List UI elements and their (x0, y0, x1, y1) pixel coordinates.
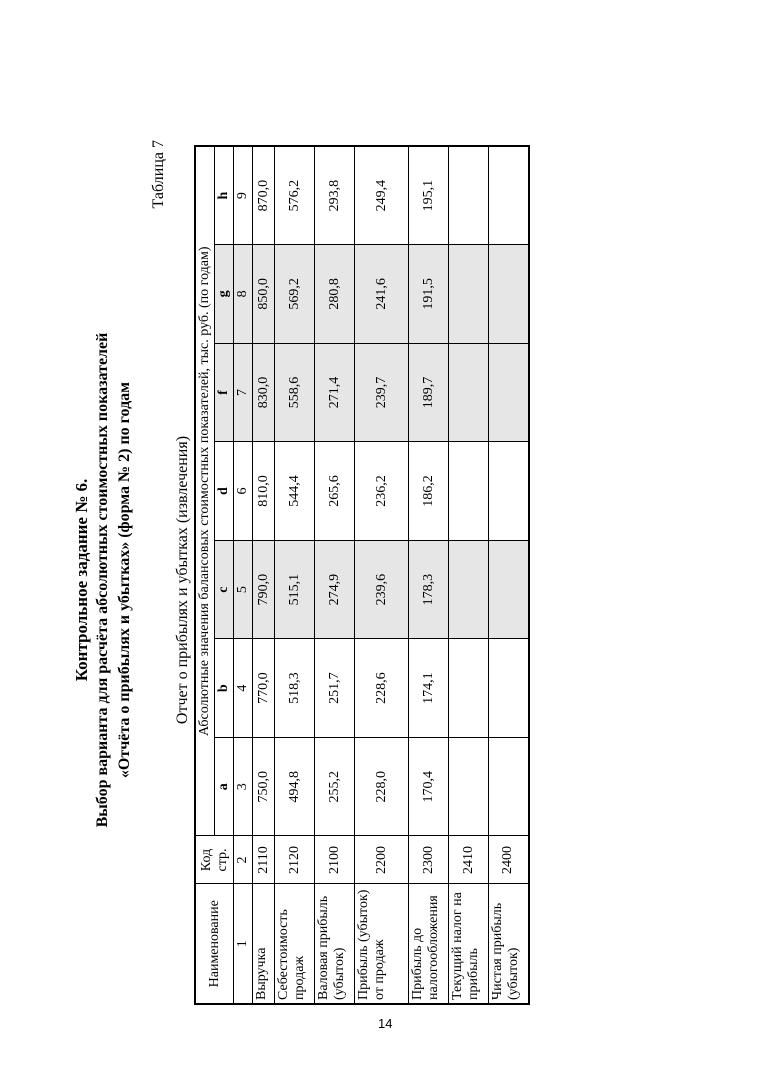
row-value: 830,0 (253, 343, 275, 442)
rotated-page-content (70, 130, 520, 1030)
row-value (449, 442, 489, 541)
row-value: 265,6 (315, 442, 355, 541)
row-value: 870,0 (253, 146, 275, 245)
row-value: 293,8 (315, 146, 355, 245)
row-code: 2400 (489, 836, 529, 884)
row-value: 494,8 (275, 737, 315, 836)
row-name: Прибыль до налогообложения (409, 884, 449, 1004)
row-value (449, 737, 489, 836)
row-value: 790,0 (253, 540, 275, 639)
row-value: 569,2 (275, 245, 315, 344)
row-value: 515,1 (275, 540, 315, 639)
row-value: 170,4 (409, 737, 449, 836)
header-name: Наименование (195, 884, 234, 1004)
row-value (489, 737, 529, 836)
row-value (449, 245, 489, 344)
row-value: 544,4 (275, 442, 315, 541)
variant-g: g (215, 245, 234, 344)
variant-a: a (215, 737, 234, 836)
row-value: 251,7 (315, 639, 355, 738)
row-value: 189,7 (409, 343, 449, 442)
row-value (489, 245, 529, 344)
table-row (253, 146, 275, 1004)
row-value: 174,1 (409, 639, 449, 738)
table-number: Таблица 7 (150, 140, 167, 209)
row-value: 178,3 (409, 540, 449, 639)
row-value: 191,5 (409, 245, 449, 344)
table-row (315, 146, 355, 1004)
header-code: Код стр. (195, 836, 234, 884)
table-row (449, 146, 489, 1004)
row-value: 186,2 (409, 442, 449, 541)
row-value: 228,6 (355, 639, 409, 738)
index-cell: 4 (234, 639, 253, 738)
row-value: 850,0 (253, 245, 275, 344)
row-code: 2120 (275, 836, 315, 884)
row-value: 195,1 (409, 146, 449, 245)
row-code: 2110 (253, 836, 275, 884)
row-value: 236,2 (355, 442, 409, 541)
row-name: Валовая прибыль (убыток) (315, 884, 355, 1004)
table-row (409, 146, 449, 1004)
table-row (275, 146, 315, 1004)
assignment-subtitle: Выбор варианта для расчёта абсолютных стоимостных показателей (94, 332, 111, 828)
row-value: 255,2 (315, 737, 355, 836)
row-value: 274,9 (315, 540, 355, 639)
row-value (449, 540, 489, 639)
row-code: 2200 (355, 836, 409, 884)
row-code: 2410 (449, 836, 489, 884)
index-cell: 1 (234, 884, 253, 1004)
row-value: 576,2 (275, 146, 315, 245)
assignment-subtitle-2: «Отчёта о прибылях и убытках» (форма № 2) по годам (116, 381, 133, 779)
row-value: 249,4 (355, 146, 409, 245)
row-value: 241,6 (355, 245, 409, 344)
row-code: 2100 (315, 836, 355, 884)
table-row (355, 146, 409, 1004)
variant-h: h (215, 146, 234, 245)
variant-c: c (215, 540, 234, 639)
index-cell: 7 (234, 343, 253, 442)
index-cell: 8 (234, 245, 253, 344)
row-name: Выручка (253, 884, 275, 1004)
row-value (489, 442, 529, 541)
row-value: 750,0 (253, 737, 275, 836)
row-name: Текущий налог на прибыль (449, 884, 489, 1004)
row-value: 239,7 (355, 343, 409, 442)
row-value (489, 540, 529, 639)
row-value (489, 146, 529, 245)
variant-d: d (215, 442, 234, 541)
table-row (489, 146, 529, 1004)
assignment-title: Контрольное задание № 6. (72, 478, 91, 682)
row-value: 228,0 (355, 737, 409, 836)
header-group: Абсолютные значения балансовых стоимостных показателей, тыс. руб. (по годам) (195, 146, 215, 836)
index-cell: 9 (234, 146, 253, 245)
index-cell: 3 (234, 737, 253, 836)
page-number: 14 (378, 1016, 393, 1031)
index-cell: 2 (234, 836, 253, 884)
variant-f: f (215, 343, 234, 442)
row-value: 239,6 (355, 540, 409, 639)
row-value (489, 343, 529, 442)
income-statement-table (194, 145, 530, 1005)
row-value (449, 343, 489, 442)
row-name: Прибыль (убыток) от продаж (355, 884, 409, 1004)
row-value: 810,0 (253, 442, 275, 541)
index-cell: 5 (234, 540, 253, 639)
row-value (449, 146, 489, 245)
table-caption: Отчет о прибылях и убытках (извлечения) (174, 435, 191, 725)
index-cell: 6 (234, 442, 253, 541)
variant-b: b (215, 639, 234, 738)
row-code: 2300 (409, 836, 449, 884)
row-value (449, 639, 489, 738)
row-value: 518,3 (275, 639, 315, 738)
row-value: 280,8 (315, 245, 355, 344)
row-name: Чистая прибыль (убыток) (489, 884, 529, 1004)
row-name: Себестоимость продаж (275, 884, 315, 1004)
row-value: 558,6 (275, 343, 315, 442)
index-row (234, 146, 253, 1004)
row-value: 271,4 (315, 343, 355, 442)
row-value: 770,0 (253, 639, 275, 738)
row-value (489, 639, 529, 738)
